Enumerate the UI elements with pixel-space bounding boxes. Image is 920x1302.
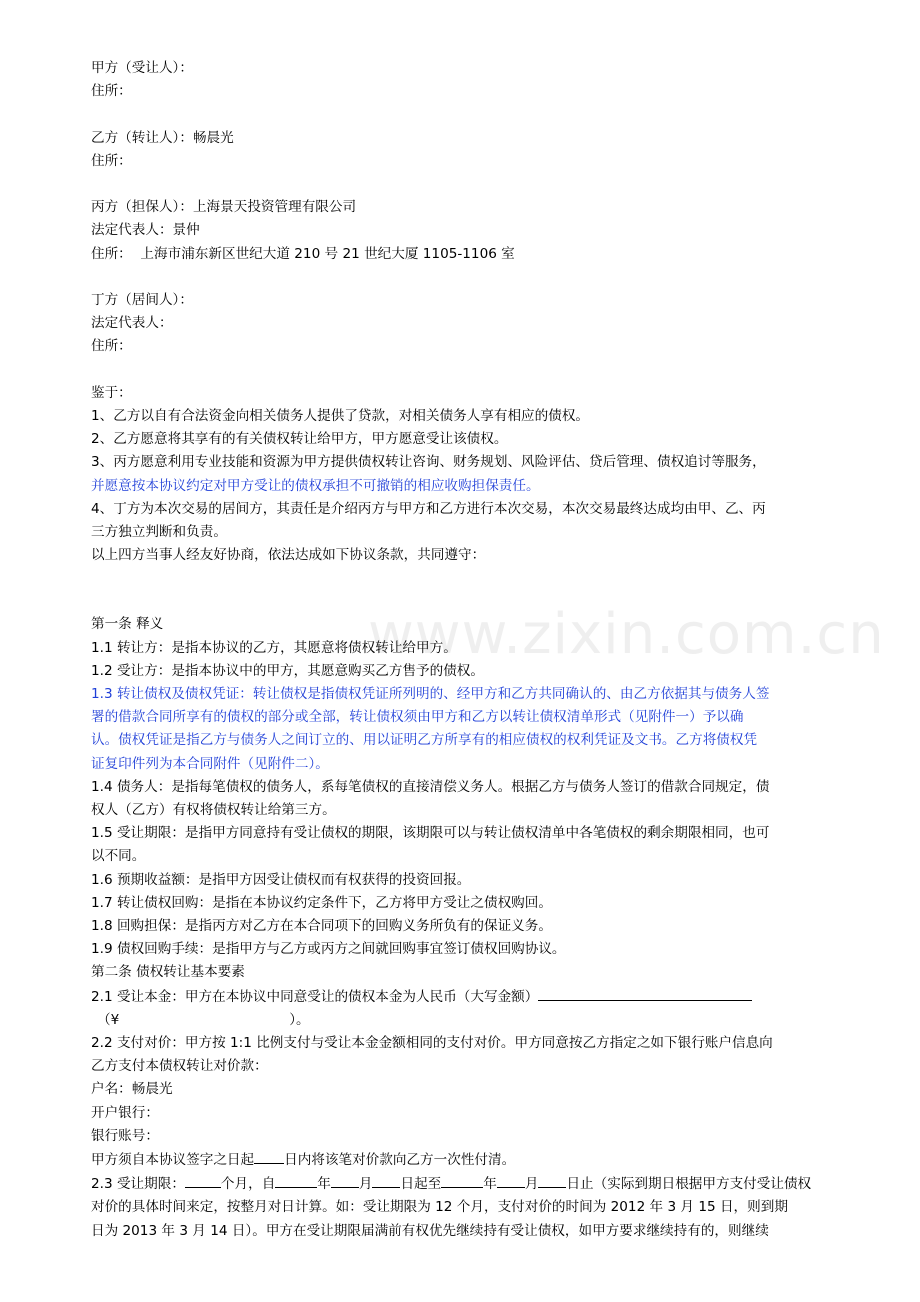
term-label: 2.3 受让期限： (91, 1176, 185, 1193)
account-number: 银行账号： (91, 1127, 159, 1144)
party-d-title: 丁方（居间人）： (91, 291, 193, 308)
clause-1-5-line2: 以不同。 (91, 848, 146, 865)
clause-2-3-line2: 对价的具体时间来定，按整月对日计算。如：受让期限为 12 个月，支付对价的时间为 2012 年 3 月 15 日，则到期 (91, 1199, 788, 1216)
watermark: www.zixin.com.cn (368, 602, 885, 667)
term-text-from: 日起至 (400, 1176, 442, 1193)
amount-words-blank[interactable] (538, 985, 752, 1001)
clause-1-3-line1: 1.3 转让债权及债权凭证：转让债权是指债权凭证所列明的、经甲方和乙方共同确认的、由乙方依据其与债务人签 (91, 686, 770, 703)
clause-2-1-text: 2.1 受让本金：甲方在本协议中同意受让的债权本金为人民币（大写金额） (91, 988, 539, 1005)
amount-figure-open: （¥ (97, 1011, 120, 1028)
clause-1-4-line2: 权人（乙方）有权将债权转让给第三方。 (91, 802, 336, 819)
start-day-blank[interactable] (372, 1172, 400, 1188)
term-text-months: 个月，自 (220, 1176, 276, 1193)
payment-deadline (91, 1148, 866, 1172)
clause-1-4-line1: 1.4 债务人：是指每笔债权的债务人，系每笔债权的直接清偿义务人。根据乙方与债务人签订的借款合同规定，债 (91, 778, 770, 795)
clause-2-1-line2 (91, 1009, 866, 1032)
clause-1-2: 1.2 受让方：是指本协议中的甲方，其愿意购买乙方售予的债权。 (91, 662, 484, 679)
clause-2-2-line2: 乙方支付本债权转让对价款： (91, 1058, 268, 1075)
bank-name: 开户银行： (91, 1104, 159, 1121)
end-year-blank[interactable] (441, 1172, 483, 1188)
clause-1-7: 1.7 转让债权回购：是指在本协议约定条件下，乙方将甲方受让之债权购回。 (91, 894, 552, 911)
term-text-month2: 月 (524, 1176, 539, 1193)
clause-1-6: 1.6 预期收益额：是指甲方因受让债权而有权获得的投资回报。 (91, 871, 471, 888)
clause-2-1-line1 (91, 985, 866, 1009)
party-b-title: 乙方（转让人）：畅晨光 (91, 129, 234, 146)
clause-1-5-line1: 1.5 受让期限：是指甲方同意持有受让债权的期限，该期限可以与转让债权清单中各笔债权的剩余期限相同，也可 (91, 825, 770, 842)
clause-1-8: 1.8 回购担保：是指丙方对乙方在本合同项下的回购义务所负有的保证义务。 (91, 918, 552, 935)
recital-4-line1: 4、丁方为本次交易的居间方，其责任是介绍丙方与甲方和乙方进行本次交易，本次交易最终达成均由甲、乙、丙 (91, 500, 766, 517)
end-day-blank[interactable] (538, 1172, 566, 1188)
recital-4-line2: 三方独立判断和负责。 (91, 524, 227, 540)
amount-figure-close: ）。 (289, 1011, 310, 1028)
article-2-heading: 第二条 债权转让基本要素 (91, 964, 245, 981)
recitals-heading: 鉴于： (91, 384, 132, 401)
party-b-address: 住所： (91, 152, 132, 169)
payment-days-blank[interactable] (254, 1148, 284, 1164)
term-text-month1: 月 (358, 1176, 373, 1193)
contract-document (91, 57, 866, 1243)
payment-text-b: 日内将该笔对价款向乙方一次性付清。 (284, 1152, 516, 1169)
party-c-title: 丙方（担保人）：上海景天投资管理有限公司 (91, 199, 357, 216)
term-text-year1: 年 (317, 1176, 331, 1193)
party-a-title: 甲方（受让人）： (91, 60, 193, 76)
start-month-blank[interactable] (331, 1172, 359, 1188)
party-d-representative: 法定代表人： (91, 315, 173, 332)
end-month-blank[interactable] (497, 1172, 525, 1188)
clause-1-3-line4: 证复印件列为本合同附件（见附件二）。 (91, 755, 329, 772)
party-c-representative: 法定代表人：景仲 (91, 222, 200, 239)
recital-3-line1: 3、丙方愿意利用专业技能和资源为甲方提供债权转让咨询、财务规划、风险评估、贷后管理、债权追讨等服务， (91, 454, 766, 471)
recital-2: 2、乙方愿意将其享有的有关债权转让给甲方，甲方愿意受让该债权。 (91, 431, 508, 448)
party-c-address: 住所： 上海市浦东新区世纪大道 210 号 21 世纪大厦 1105-1106 室 (91, 245, 515, 262)
account-name: 户名：畅晨光 (91, 1081, 173, 1098)
clause-1-3-line2: 署的借款合同所享有的债权的部分或全部，转让债权须由甲方和乙方以转让债权清单形式（见附件一）予以确 (91, 709, 744, 726)
term-text-end: 日止（实际到期日根据甲方支付受让债权 (566, 1176, 812, 1193)
recital-1: 1、乙方以自有合法资金向相关债务人提供了贷款，对相关债务人享有相应的债权。 (91, 407, 590, 424)
party-d-address: 住所： (91, 338, 132, 355)
term-text-year2: 年 (483, 1176, 497, 1193)
clause-2-3-line1 (91, 1172, 866, 1196)
start-year-blank[interactable] (275, 1172, 317, 1188)
payment-text-a: 甲方须自本协议签字之日起 (91, 1152, 255, 1169)
clause-1-9: 1.9 债权回购手续：是指甲方与乙方或丙方之间就回购事宜签订债权回购协议。 (91, 941, 566, 958)
clause-1-3-line3: 认。债权凭证是指乙方与债务人之间订立的、用以证明乙方所享有的相应债权的权利凭证及文书。乙方将债权凭 (91, 732, 758, 749)
clause-2-3-line3: 日为 2013 年 3 月 14 日）。甲方在受让期限届满前有权优先继续持有受让债权，如甲方要求继续持有的，则继续 (91, 1222, 769, 1239)
clause-1-1: 1.1 转让方：是指本协议的乙方，其愿意将债权转让给甲方。 (91, 639, 457, 656)
party-a-address: 住所： (91, 83, 132, 100)
recitals-closing: 以上四方当事人经友好协商，依法达成如下协议条款，共同遵守： (91, 547, 486, 564)
article-1-heading: 第一条 释义 (91, 616, 164, 633)
term-months-blank[interactable] (185, 1172, 221, 1188)
recital-3-line2: 并愿意按本协议约定对甲方受让的债权承担不可撤销的相应收购担保责任。 (91, 477, 540, 494)
clause-2-2-line1: 2.2 支付对价：甲方按 1:1 比例支付与受让本金金额相同的支付对价。甲方同意按乙方指定之如下银行账户信息向 (91, 1035, 773, 1052)
